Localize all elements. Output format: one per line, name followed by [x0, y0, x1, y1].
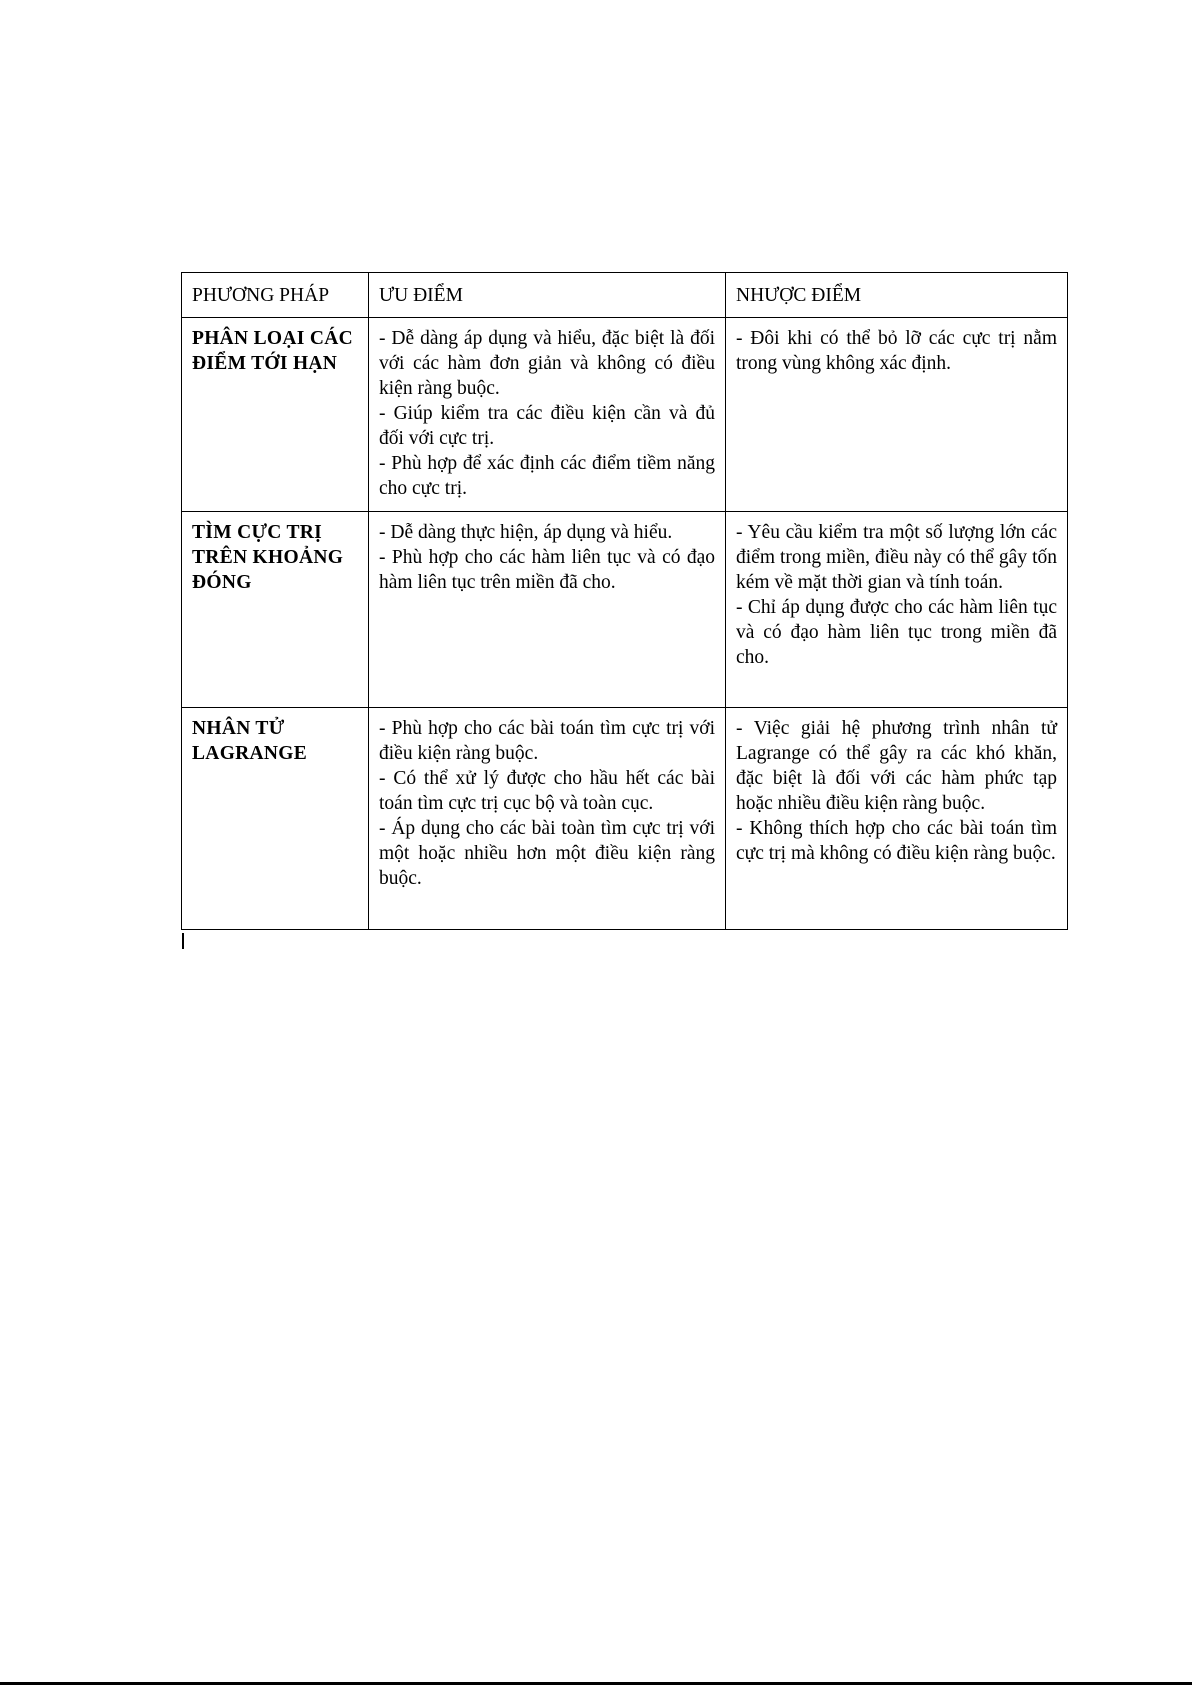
table-header-row: [182, 273, 1068, 318]
cons-item: - Chỉ áp dụng được cho các hàm liên tục và có đạo hàm liên tục trong miền đã cho.: [736, 597, 1057, 668]
header-cons: NHƯỢC ĐIỂM: [726, 273, 1068, 318]
pros-item: - Giúp kiểm tra các điều kiện cần và đủ đối với cực trị.: [379, 403, 715, 449]
comparison-table: [181, 272, 1068, 930]
header-method: PHƯƠNG PHÁP: [182, 273, 369, 318]
header-pros: ƯU ĐIỂM: [369, 273, 726, 318]
pros-item: - Dễ dàng áp dụng và hiểu, đặc biệt là đối với các hàm đơn giản và không có điều kiện ràng buộc.: [379, 328, 715, 399]
method-cell: TÌM CỰC TRỊ TRÊN KHOẢNG ĐÓNG: [182, 512, 369, 708]
cons-cell: [726, 512, 1068, 708]
method-cell: PHÂN LOẠI CÁC ĐIỂM TỚI HẠN: [182, 318, 369, 512]
table-row: [182, 318, 1068, 512]
pros-item: - Có thể xử lý được cho hầu hết các bài toán tìm cực trị cục bộ và toàn cục.: [379, 768, 715, 814]
pros-cell: [369, 512, 726, 708]
cons-cell: [726, 708, 1068, 930]
pros-item: - Phù hợp cho các hàm liên tục và có đạo hàm liên tục trên miền đã cho.: [379, 547, 715, 593]
method-cell: NHÂN TỬ LAGRANGE: [182, 708, 369, 930]
pros-item: - Áp dụng cho các bài toàn tìm cực trị với một hoặc nhiều hơn một điều kiện ràng buộc.: [379, 818, 715, 889]
pros-cell: [369, 708, 726, 930]
pros-item: - Phù hợp để xác định các điểm tiềm năng cho cực trị.: [379, 453, 715, 499]
text-cursor-mark: [182, 933, 184, 949]
cons-item: - Đôi khi có thể bỏ lỡ các cực trị nằm trong vùng không xác định.: [736, 328, 1057, 374]
table-row: [182, 512, 1068, 708]
cons-cell: [726, 318, 1068, 512]
cons-item: - Không thích hợp cho các bài toán tìm cực trị mà không có điều kiện ràng buộc.: [736, 818, 1057, 864]
pros-cell: [369, 318, 726, 512]
pros-item: - Dễ dàng thực hiện, áp dụng và hiểu.: [379, 522, 673, 543]
cons-item: - Việc giải hệ phương trình nhân tử Lagrange có thể gây ra các khó khăn, đặc biệt là đối với các hàm phức tạp hoặc nhiều điều kiện ràng buộc.: [736, 718, 1057, 814]
pros-item: - Phù hợp cho các bài toán tìm cực trị với điều kiện ràng buộc.: [379, 718, 715, 764]
table-row: [182, 708, 1068, 930]
cons-item: - Yêu cầu kiểm tra một số lượng lớn các điểm trong miền, điều này có thể gây tốn kém về mặt thời gian và tính toán.: [736, 522, 1057, 593]
